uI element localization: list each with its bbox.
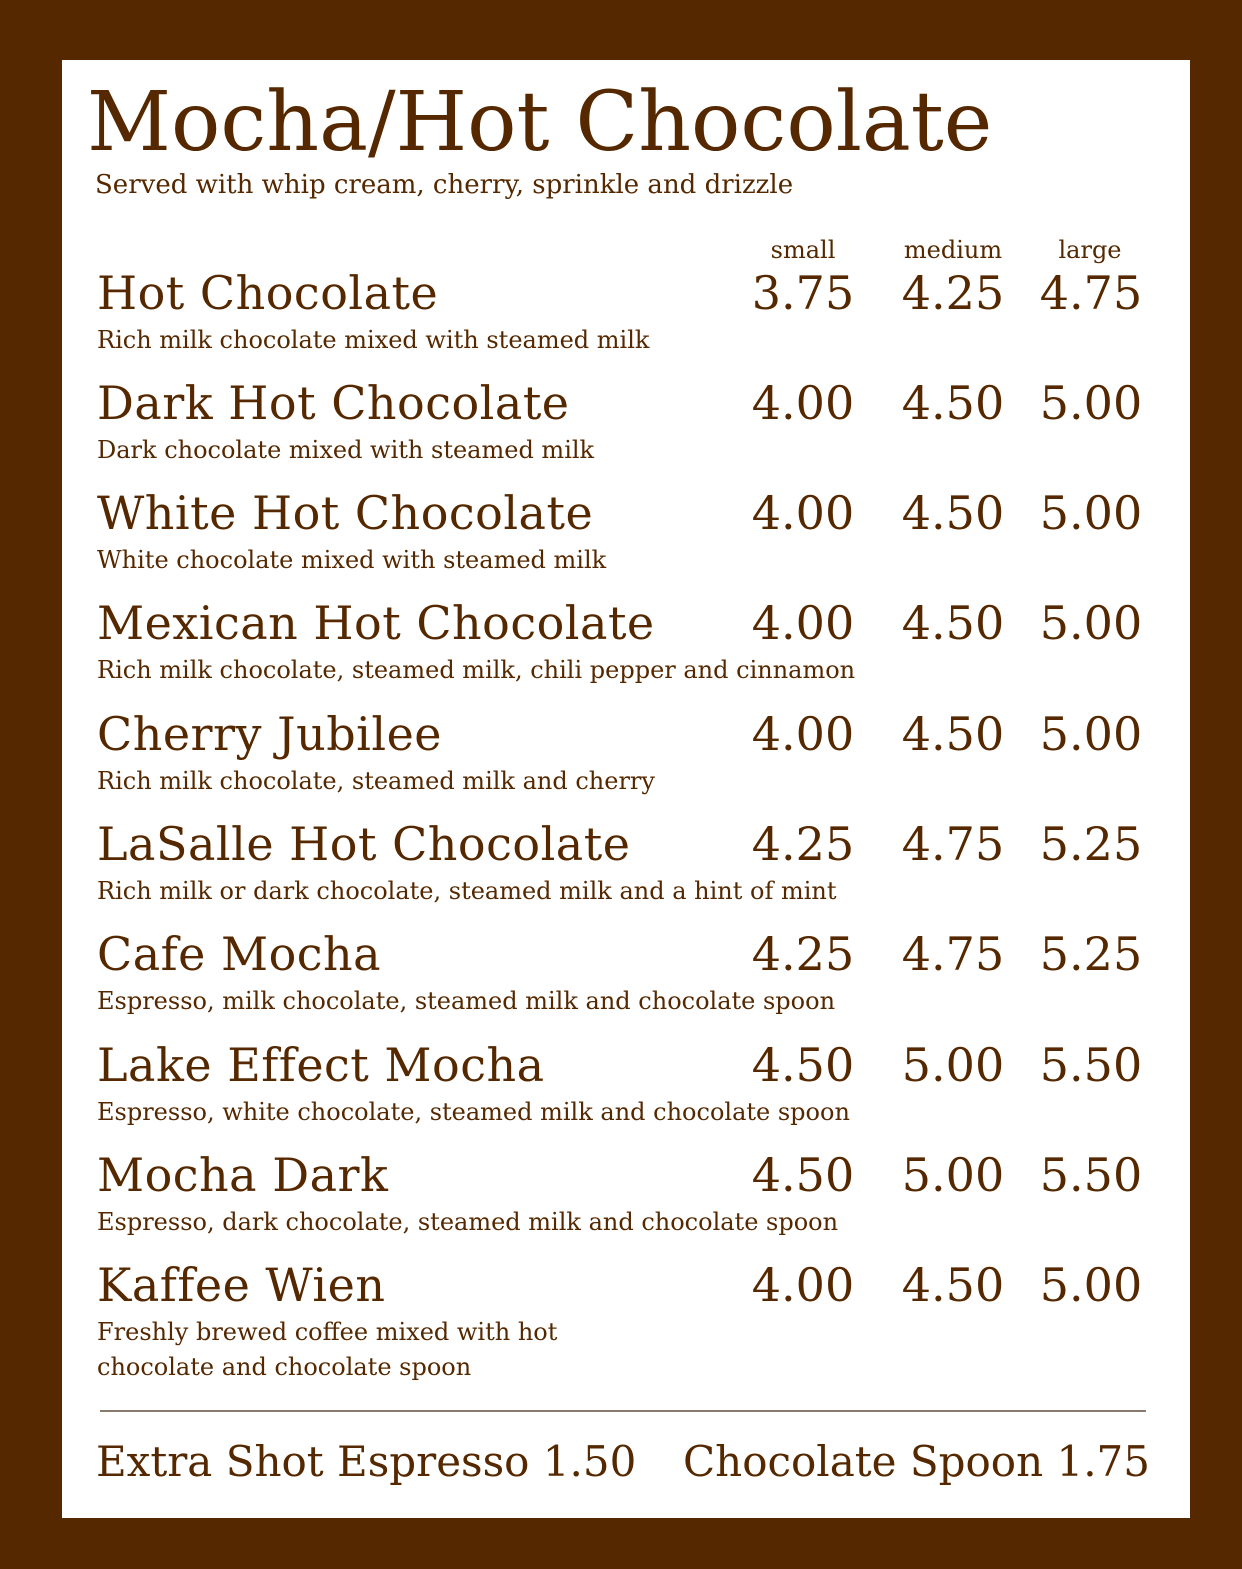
item-name: Kaffee Wien: [97, 1258, 386, 1312]
price-medium: 5.00: [901, 1148, 1005, 1202]
menu-item-dark-hot-chocolate: [97, 377, 1157, 477]
price-small: 4.00: [751, 596, 855, 650]
price-medium: 4.50: [901, 486, 1005, 540]
price-medium: 4.25: [901, 266, 1005, 320]
price-large: 5.50: [1039, 1148, 1143, 1202]
price-small: 4.00: [751, 1258, 855, 1312]
divider: [100, 1410, 1146, 1412]
size-header-large: large: [1058, 236, 1122, 264]
item-name: Mocha Dark: [97, 1148, 389, 1202]
price-large: 5.25: [1039, 817, 1143, 871]
extra-shot-espresso: Extra Shot Espresso 1.50: [96, 1437, 637, 1486]
item-name: Hot Chocolate: [97, 266, 439, 320]
item-description: Rich milk chocolate mixed with steamed milk: [97, 326, 650, 354]
item-name: Cherry Jubilee: [97, 707, 443, 761]
price-large: 5.00: [1039, 596, 1143, 650]
chocolate-spoon-extra: Chocolate Spoon 1.75: [683, 1437, 1150, 1486]
item-description: Freshly brewed coffee mixed with hot chocolate and chocolate spoon: [97, 1318, 558, 1381]
price-large: 5.25: [1039, 927, 1143, 981]
menu-item-white-hot-chocolate: [97, 487, 1157, 587]
price-medium: 4.50: [901, 376, 1005, 430]
menu-item-cherry-jubilee: [97, 708, 1157, 808]
menu-item-kaffee-wien: [97, 1259, 1157, 1389]
price-small: 4.50: [751, 1148, 855, 1202]
item-description: White chocolate mixed with steamed milk: [97, 546, 607, 574]
price-large: 4.75: [1039, 266, 1143, 320]
menu-title: Mocha/Hot Chocolate: [87, 75, 993, 170]
menu-item-hot-chocolate: [97, 267, 1157, 367]
item-name: Dark Hot Chocolate: [97, 376, 570, 430]
price-large: 5.00: [1039, 376, 1143, 430]
price-small: 4.25: [751, 817, 855, 871]
item-description: Rich milk chocolate, steamed milk and cherry: [97, 767, 655, 795]
price-medium: 4.50: [901, 707, 1005, 761]
item-description: Espresso, white chocolate, steamed milk and chocolate spoon: [97, 1098, 850, 1126]
menu-panel: [62, 60, 1190, 1518]
menu-subtitle: Served with whip cream, cherry, sprinkle and drizzle: [95, 170, 794, 200]
menu-item-cafe-mocha: [97, 928, 1157, 1028]
item-description: Espresso, dark chocolate, steamed milk and chocolate spoon: [97, 1208, 839, 1236]
item-description: Rich milk chocolate, steamed milk, chili pepper and cinnamon: [97, 656, 856, 684]
item-description: Dark chocolate mixed with steamed milk: [97, 436, 595, 464]
item-description: Rich milk or dark chocolate, steamed milk and a hint of mint: [97, 877, 837, 905]
price-large: 5.50: [1039, 1038, 1143, 1092]
size-header-small: small: [770, 236, 836, 264]
price-small: 4.00: [751, 376, 855, 430]
price-small: 4.25: [751, 927, 855, 981]
price-small: 3.75: [751, 266, 855, 320]
price-medium: 4.75: [901, 817, 1005, 871]
size-header-medium: medium: [903, 236, 1003, 264]
menu-item-lasalle-hot-chocolate: [97, 818, 1157, 918]
item-name: White Hot Chocolate: [97, 486, 594, 540]
price-medium: 5.00: [901, 1038, 1005, 1092]
menu-item-mocha-dark: [97, 1149, 1157, 1249]
item-description: Espresso, milk chocolate, steamed milk and chocolate spoon: [97, 987, 836, 1015]
item-name: Mexican Hot Chocolate: [97, 596, 655, 650]
price-large: 5.00: [1039, 707, 1143, 761]
price-small: 4.00: [751, 486, 855, 540]
price-medium: 4.75: [901, 927, 1005, 981]
price-small: 4.50: [751, 1038, 855, 1092]
menu-item-lake-effect-mocha: [97, 1039, 1157, 1139]
price-medium: 4.50: [901, 596, 1005, 650]
item-name: Lake Effect Mocha: [97, 1038, 545, 1092]
item-name: Cafe Mocha: [97, 927, 382, 981]
menu-item-mexican-hot-chocolate: [97, 597, 1157, 697]
item-name: LaSalle Hot Chocolate: [97, 817, 631, 871]
price-large: 5.00: [1039, 1258, 1143, 1312]
price-large: 5.00: [1039, 486, 1143, 540]
price-medium: 4.50: [901, 1258, 1005, 1312]
price-small: 4.00: [751, 707, 855, 761]
